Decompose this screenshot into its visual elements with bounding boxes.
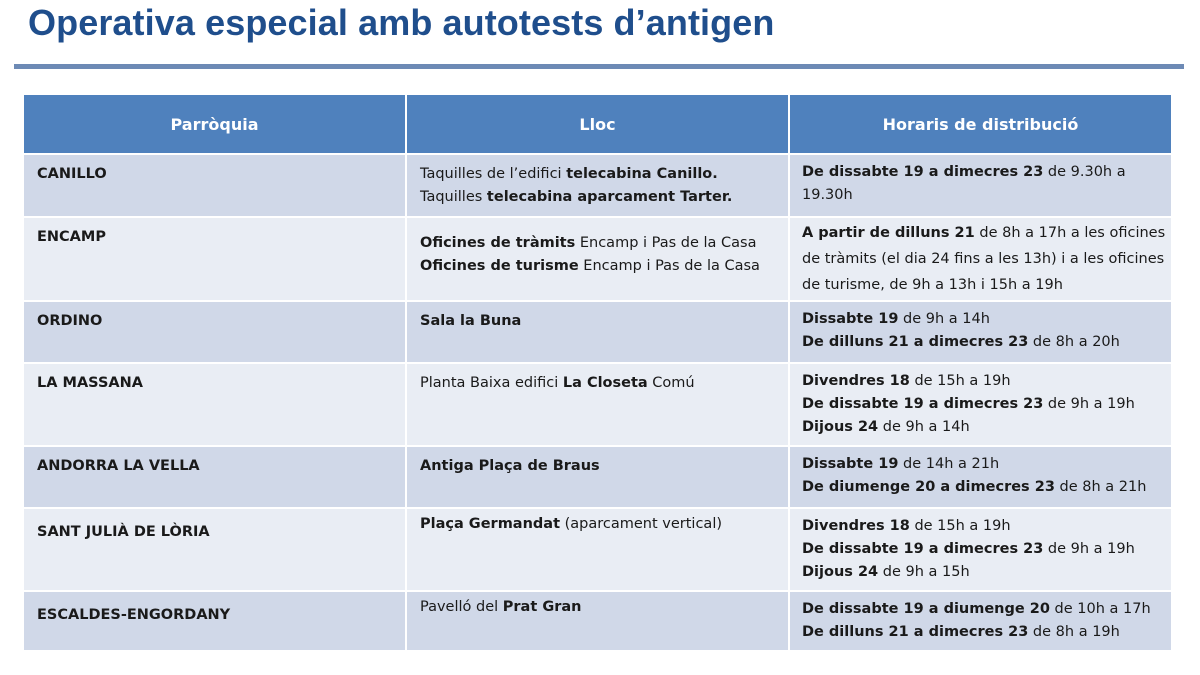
cell-lloc [406, 154, 789, 217]
cell-lloc [406, 217, 789, 301]
table-row [24, 154, 1171, 217]
cell-lloc [406, 301, 789, 363]
lloc-line: Oficines de turisme Encamp i Pas de la Casa [420, 258, 760, 274]
lloc-line: Planta Baixa edifici La Closeta Comú [420, 375, 695, 391]
horari-line: De dissabte 19 a dimecres 23 de 9h a 19h [802, 541, 1135, 557]
lloc-line: Taquilles telecabina aparcament Tarter. [420, 189, 733, 205]
table-row [24, 217, 1171, 301]
lloc-line: Oficines de tràmits Encamp i Pas de la Casa [420, 235, 757, 251]
horari-line: De dilluns 21 a dimecres 23 de 8h a 19h [802, 624, 1120, 640]
cell-parroquia: ENCAMP [24, 217, 406, 301]
horari-line: Divendres 18 de 15h a 19h [802, 373, 1011, 389]
horari-line: De diumenge 20 a dimecres 23 de 8h a 21h [802, 479, 1147, 495]
lloc-line: Sala la Buna [420, 313, 522, 329]
cell-parroquia: ORDINO [24, 301, 406, 363]
cell-parroquia: SANT JULIÀ DE LÒRIA [24, 508, 406, 591]
horari-line: De dissabte 19 a dimecres 23 de 9.30h a 19.30h [802, 164, 1126, 203]
lloc-line: Taquilles de l’edifici telecabina Canillo. [420, 166, 718, 182]
horari-line: Dissabte 19 de 9h a 14h [802, 311, 990, 327]
header-horaris: Horaris de distribució [789, 95, 1171, 154]
lloc-line: Pavelló del Prat Gran [420, 599, 582, 615]
table-row [24, 508, 1171, 591]
cell-horaris [789, 154, 1171, 217]
table-header-row [24, 95, 1171, 154]
cell-horaris [789, 591, 1171, 651]
cell-lloc [406, 508, 789, 591]
cell-parroquia: ESCALDES-ENGORDANY [24, 591, 406, 651]
cell-lloc [406, 591, 789, 651]
cell-parroquia: LA MASSANA [24, 363, 406, 446]
cell-parroquia: ANDORRA LA VELLA [24, 446, 406, 508]
cell-parroquia: CANILLO [24, 154, 406, 217]
lloc-line: Antiga Plaça de Braus [420, 458, 600, 474]
table-row [24, 363, 1171, 446]
cell-horaris [789, 508, 1171, 591]
horari-line: De dissabte 19 a diumenge 20 de 10h a 17h [802, 601, 1151, 617]
horari-line: Divendres 18 de 15h a 19h [802, 518, 1011, 534]
horari-line: A partir de dilluns 21 de 8h a 17h a les oficines de tràmits (el dia 24 fins a les 13h) i a les oficines de turisme, de 9h a 13h i 15h a 19h [802, 225, 1166, 293]
cell-horaris [789, 363, 1171, 446]
horari-line: Dijous 24 de 9h a 15h [802, 564, 970, 580]
horari-line: Dissabte 19 de 14h a 21h [802, 456, 1000, 472]
horari-line: De dilluns 21 a dimecres 23 de 8h a 20h [802, 334, 1120, 350]
horari-line: De dissabte 19 a dimecres 23 de 9h a 19h [802, 396, 1135, 412]
table-row [24, 301, 1171, 363]
cell-horaris [789, 217, 1171, 301]
cell-lloc [406, 363, 789, 446]
table-row [24, 591, 1171, 651]
title-divider [14, 64, 1184, 69]
cell-horaris [789, 446, 1171, 508]
header-lloc: Lloc [406, 95, 789, 154]
lloc-line: Plaça Germandat (aparcament vertical) [420, 516, 723, 532]
header-parroquia: Parròquia [24, 95, 406, 154]
table-row [24, 446, 1171, 508]
page-title: Operativa especial amb autotests d’antigen [28, 2, 775, 43]
cell-horaris [789, 301, 1171, 363]
horari-line: Dijous 24 de 9h a 14h [802, 419, 970, 435]
distribution-table [24, 95, 1171, 652]
cell-lloc [406, 446, 789, 508]
